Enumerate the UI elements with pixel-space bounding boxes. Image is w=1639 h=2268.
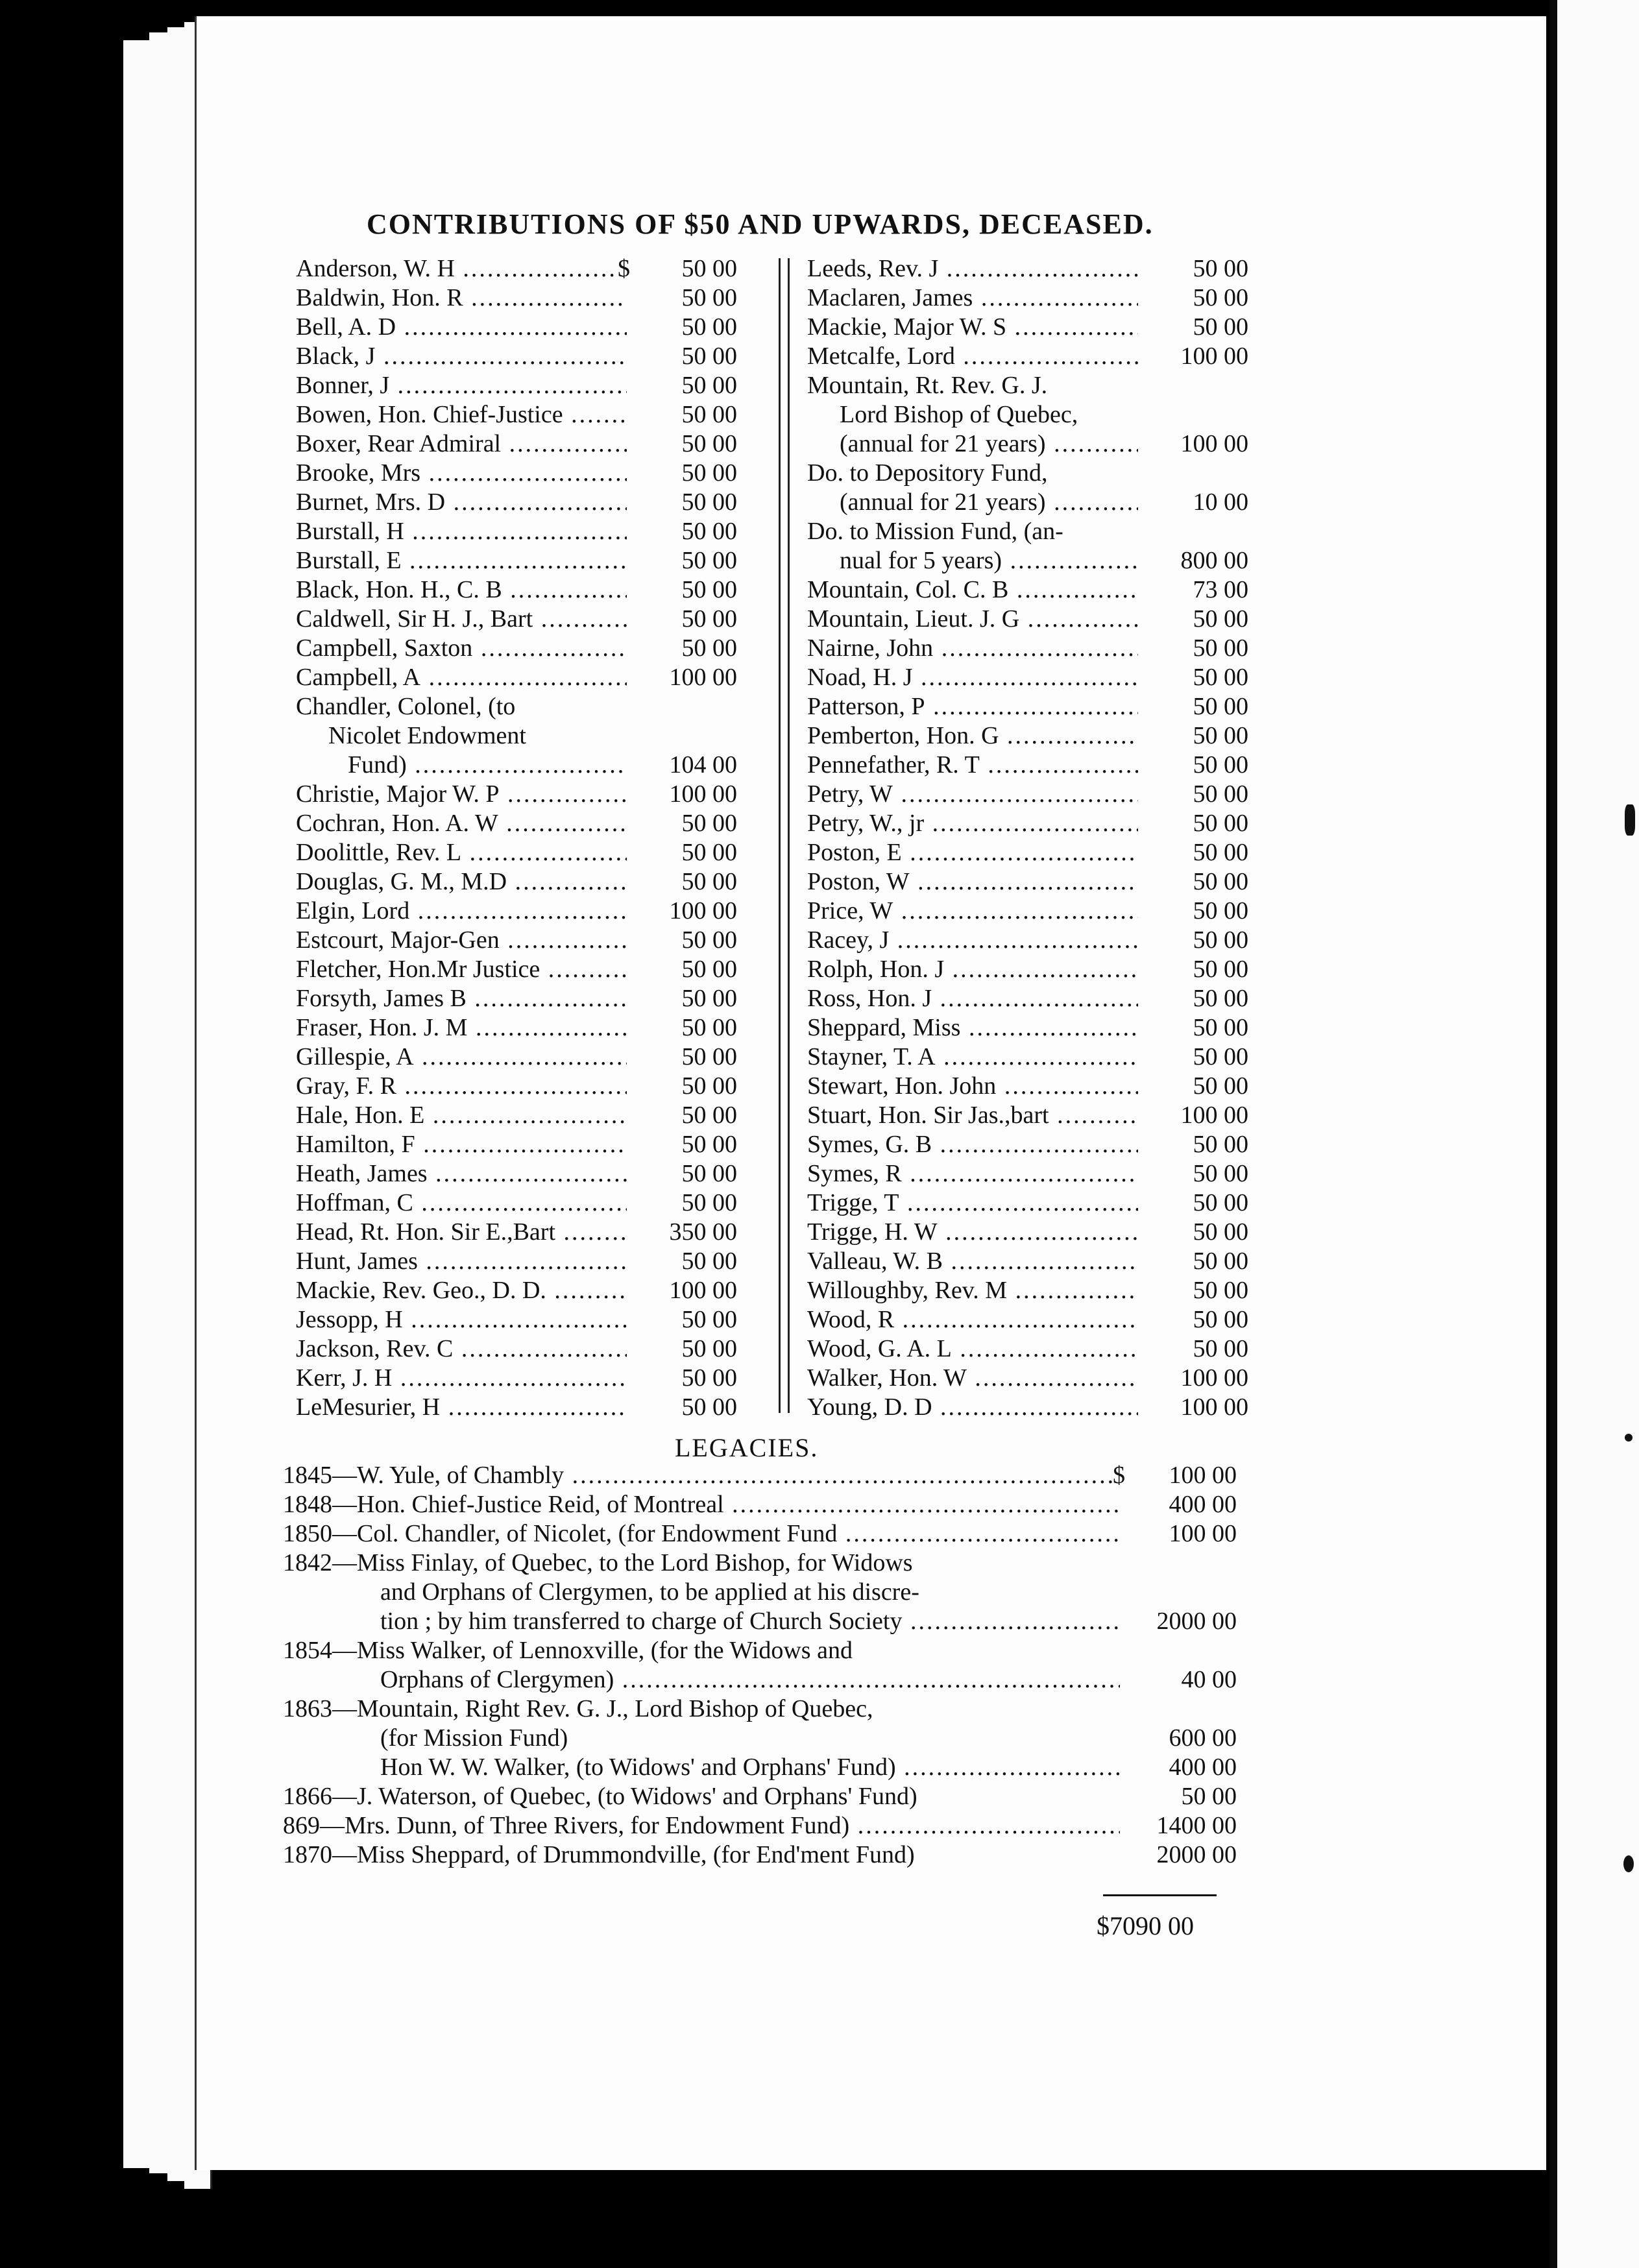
contribution-row bbox=[296, 371, 737, 400]
contribution-amount: 50 00 bbox=[631, 488, 737, 517]
contributions-right-column bbox=[807, 254, 1248, 1422]
contribution-amount: 50 00 bbox=[1142, 254, 1248, 284]
contribution-row bbox=[807, 1218, 1248, 1247]
legacy-text: 1863—Mountain, Right Rev. G. J., Lord Bishop of Quebec, bbox=[283, 1695, 873, 1722]
contribution-row bbox=[807, 429, 1248, 459]
contributor-name: Campbell, Saxton ..... bbox=[296, 634, 627, 663]
contributor-name: Petry, W ..... bbox=[807, 780, 1138, 809]
contribution-amount: 50 00 bbox=[1142, 1188, 1248, 1218]
contributor-name: Christie, Major W. P ..... bbox=[296, 780, 627, 809]
contributor-name: Heath, James ..... bbox=[296, 1159, 627, 1188]
contribution-row bbox=[296, 1393, 737, 1422]
contributor-name: Lord Bishop of Quebec, bbox=[840, 401, 1078, 428]
contribution-row bbox=[807, 897, 1248, 926]
legacy-row bbox=[283, 1811, 1237, 1840]
contribution-amount: 50 00 bbox=[1142, 634, 1248, 663]
contribution-row bbox=[807, 1101, 1248, 1130]
contributor-name: Poston, W ..... bbox=[807, 867, 1138, 897]
contribution-amount: 50 00 bbox=[631, 809, 737, 838]
contributor-name: Poston, E ..... bbox=[807, 838, 1138, 867]
contributor-name: Symes, R ..... bbox=[807, 1159, 1138, 1188]
contributor-name: Burstall, E ..... bbox=[296, 546, 627, 575]
contribution-row bbox=[807, 1043, 1248, 1072]
contribution-row bbox=[296, 780, 737, 809]
contribution-row bbox=[296, 955, 737, 984]
legacy-amount: 400 00 bbox=[1126, 1753, 1237, 1782]
contribution-row bbox=[807, 459, 1248, 488]
contributor-name: Mountain, Lieut. J. G ..... bbox=[807, 605, 1138, 634]
legacy-row bbox=[283, 1549, 1237, 1578]
contributions-left-column bbox=[296, 254, 737, 1422]
contribution-amount: 50 00 bbox=[1142, 926, 1248, 955]
legacy-row bbox=[283, 1753, 1237, 1782]
contributor-name: Pennefather, R. T ..... bbox=[807, 751, 1138, 780]
legacy-row bbox=[283, 1665, 1237, 1695]
dollar-sign: $ bbox=[618, 255, 630, 282]
legacy-text: 1842—Miss Finlay, of Quebec, to the Lord Bishop, for Widows bbox=[283, 1549, 913, 1576]
contribution-amount: 50 00 bbox=[631, 1393, 737, 1422]
contribution-amount: 50 00 bbox=[1142, 751, 1248, 780]
contributor-name: Anderson, W. H ..... bbox=[296, 254, 627, 284]
contribution-row bbox=[296, 1188, 737, 1218]
contributor-name: Jessopp, H ..... bbox=[296, 1305, 627, 1334]
contribution-amount: 50 00 bbox=[631, 342, 737, 371]
contribution-row bbox=[807, 1188, 1248, 1218]
contribution-row bbox=[296, 1218, 737, 1247]
contribution-amount: 50 00 bbox=[631, 254, 737, 284]
contribution-amount: 50 00 bbox=[1142, 955, 1248, 984]
contribution-row bbox=[807, 1393, 1248, 1422]
contribution-amount: 50 00 bbox=[1142, 1043, 1248, 1072]
contribution-amount: 50 00 bbox=[631, 575, 737, 605]
contributor-name: Young, D. D ..... bbox=[807, 1393, 1138, 1422]
contribution-amount: 50 00 bbox=[631, 634, 737, 663]
total-rule bbox=[1103, 1894, 1217, 1896]
contributor-name: Hale, Hon. E ..... bbox=[296, 1101, 627, 1130]
contributor-name: Bowen, Hon. Chief-Justice ..... bbox=[296, 400, 627, 429]
contributor-name: Fletcher, Hon.Mr Justice ..... bbox=[296, 955, 627, 984]
contribution-row bbox=[807, 634, 1248, 663]
contribution-row bbox=[296, 1305, 737, 1334]
contribution-row bbox=[807, 780, 1248, 809]
contributor-name: Cochran, Hon. A. W ..... bbox=[296, 809, 627, 838]
legacy-text: tion ; by him transferred to charge of Church Society ..... bbox=[283, 1607, 1120, 1636]
contribution-row bbox=[807, 1364, 1248, 1393]
contribution-row bbox=[807, 1130, 1248, 1159]
contribution-row bbox=[807, 692, 1248, 721]
contributor-name: Fraser, Hon. J. M ..... bbox=[296, 1013, 627, 1043]
contributor-name: Black, J ..... bbox=[296, 342, 627, 371]
legacy-amount: 100 00 bbox=[1126, 1519, 1237, 1549]
legacy-amount: 600 00 bbox=[1126, 1724, 1237, 1753]
contribution-amount: 50 00 bbox=[1142, 1247, 1248, 1276]
contribution-row bbox=[296, 1276, 737, 1305]
contribution-row bbox=[807, 546, 1248, 575]
contribution-amount: 50 00 bbox=[1142, 663, 1248, 692]
contributor-name: Stewart, Hon. John ..... bbox=[807, 1072, 1138, 1101]
legacies-list bbox=[283, 1461, 1237, 1870]
contribution-row bbox=[296, 1159, 737, 1188]
contribution-amount: 100 00 bbox=[631, 780, 737, 809]
contributor-name: Petry, W., jr ..... bbox=[807, 809, 1138, 838]
contributor-name: Ross, Hon. J ..... bbox=[807, 984, 1138, 1013]
contributor-name: Wood, R ..... bbox=[807, 1305, 1138, 1334]
contributor-name: Rolph, Hon. J ..... bbox=[807, 955, 1138, 984]
contribution-row bbox=[296, 1013, 737, 1043]
contribution-row bbox=[807, 721, 1248, 751]
contributor-name: Price, W ..... bbox=[807, 897, 1138, 926]
contribution-row bbox=[296, 1130, 737, 1159]
contribution-amount: 50 00 bbox=[631, 371, 737, 400]
contribution-amount: 100 00 bbox=[1142, 429, 1248, 459]
contributor-name: Gray, F. R ..... bbox=[296, 1072, 627, 1101]
contribution-amount: 50 00 bbox=[1142, 1218, 1248, 1247]
contribution-amount: 50 00 bbox=[631, 867, 737, 897]
contribution-row bbox=[296, 809, 737, 838]
contribution-row bbox=[296, 1101, 737, 1130]
contributor-name: Douglas, G. M., M.D ..... bbox=[296, 867, 627, 897]
contribution-row bbox=[296, 663, 737, 692]
contribution-amount: 104 00 bbox=[631, 751, 737, 780]
contribution-amount: 50 00 bbox=[1142, 605, 1248, 634]
contribution-amount: 100 00 bbox=[1142, 1393, 1248, 1422]
contributor-name: Bonner, J ..... bbox=[296, 371, 627, 400]
contribution-amount: 50 00 bbox=[631, 1305, 737, 1334]
contribution-amount: 50 00 bbox=[1142, 313, 1248, 342]
contribution-amount: 50 00 bbox=[1142, 1276, 1248, 1305]
legacy-text: (for Mission Fund) bbox=[380, 1724, 568, 1752]
contribution-amount: 50 00 bbox=[1142, 984, 1248, 1013]
contribution-row bbox=[296, 517, 737, 546]
contributor-name: LeMesurier, H ..... bbox=[296, 1393, 627, 1422]
contributor-name: Elgin, Lord ..... bbox=[296, 897, 627, 926]
contributor-name: Boxer, Rear Admiral ..... bbox=[296, 429, 627, 459]
contributor-name: Mountain, Rt. Rev. G. J. bbox=[807, 372, 1048, 399]
contributor-name: Noad, H. J ..... bbox=[807, 663, 1138, 692]
contributor-name: Racey, J ..... bbox=[807, 926, 1138, 955]
contributor-name: Hoffman, C ..... bbox=[296, 1188, 627, 1218]
contribution-amount: 50 00 bbox=[631, 1334, 737, 1364]
contribution-amount: 50 00 bbox=[631, 1101, 737, 1130]
contribution-amount: 50 00 bbox=[631, 1130, 737, 1159]
facing-page-edge bbox=[1549, 0, 1639, 2268]
contributor-name: Black, Hon. H., C. B ..... bbox=[296, 575, 627, 605]
contributor-name: Stayner, T. A ..... bbox=[807, 1043, 1138, 1072]
contributor-name: Do. to Mission Fund, (an- bbox=[807, 518, 1063, 545]
contributor-name: Burnet, Mrs. D ..... bbox=[296, 488, 627, 517]
legacy-amount: 2000 00 bbox=[1126, 1840, 1237, 1870]
legacy-row bbox=[283, 1578, 1237, 1607]
contribution-amount: 73 00 bbox=[1142, 575, 1248, 605]
contribution-row bbox=[807, 867, 1248, 897]
contribution-row bbox=[807, 984, 1248, 1013]
contribution-amount: 50 00 bbox=[631, 926, 737, 955]
contributor-name: Patterson, P ..... bbox=[807, 692, 1138, 721]
legacy-amount: 400 00 bbox=[1126, 1490, 1237, 1519]
page-title: CONTRIBUTIONS OF $50 AND UPWARDS, DECEASED. bbox=[367, 208, 1154, 240]
legacy-amount: 40 00 bbox=[1126, 1665, 1237, 1695]
contributor-name: Forsyth, James B ..... bbox=[296, 984, 627, 1013]
contribution-row bbox=[296, 1364, 737, 1393]
contribution-row bbox=[807, 575, 1248, 605]
contribution-amount: 50 00 bbox=[1142, 1334, 1248, 1364]
legacy-amount: 2000 00 bbox=[1126, 1607, 1237, 1636]
contribution-row bbox=[296, 488, 737, 517]
legacy-text: Orphans of Clergymen) ..... bbox=[283, 1665, 1120, 1695]
contribution-row bbox=[807, 838, 1248, 867]
contribution-row bbox=[296, 1043, 737, 1072]
contribution-row bbox=[296, 692, 737, 721]
contribution-amount: 50 00 bbox=[1142, 1130, 1248, 1159]
contribution-row bbox=[807, 254, 1248, 284]
contribution-row bbox=[296, 897, 737, 926]
contributor-name: Bell, A. D ..... bbox=[296, 313, 627, 342]
contribution-amount: 50 00 bbox=[1142, 692, 1248, 721]
contribution-amount: 50 00 bbox=[631, 1159, 737, 1188]
contribution-row bbox=[807, 371, 1248, 400]
contributor-name: Chandler, Colonel, (to bbox=[296, 693, 516, 720]
contributor-name: Hunt, James ..... bbox=[296, 1247, 627, 1276]
contribution-amount: 50 00 bbox=[1142, 867, 1248, 897]
contribution-row bbox=[807, 313, 1248, 342]
contributor-name: Stuart, Hon. Sir Jas.,bart ..... bbox=[807, 1101, 1138, 1130]
contribution-row bbox=[296, 342, 737, 371]
contribution-row bbox=[296, 546, 737, 575]
column-divider bbox=[788, 258, 790, 1413]
legacy-text: 1845—W. Yule, of Chambly ..... bbox=[283, 1461, 1120, 1490]
contributor-name: (annual for 21 years) ..... bbox=[807, 488, 1138, 517]
contributor-name: Head, Rt. Hon. Sir E.,Bart ..... bbox=[296, 1218, 627, 1247]
contributor-name: Leeds, Rev. J ..... bbox=[807, 254, 1138, 284]
contribution-row bbox=[296, 284, 737, 313]
contribution-amount: 50 00 bbox=[1142, 1072, 1248, 1101]
contribution-row bbox=[807, 605, 1248, 634]
contribution-row bbox=[807, 809, 1248, 838]
legacy-row bbox=[283, 1607, 1237, 1636]
contribution-row bbox=[296, 1072, 737, 1101]
contribution-row bbox=[807, 342, 1248, 371]
contributor-name: Brooke, Mrs ..... bbox=[296, 459, 627, 488]
contribution-amount: 50 00 bbox=[631, 1072, 737, 1101]
contribution-row bbox=[296, 254, 737, 284]
legacy-amount: 50 00 bbox=[1126, 1782, 1237, 1811]
contribution-amount: 100 00 bbox=[1142, 342, 1248, 371]
contribution-amount: 50 00 bbox=[631, 400, 737, 429]
legacy-amount: 1400 00 bbox=[1126, 1811, 1237, 1840]
contribution-amount: 100 00 bbox=[1142, 1101, 1248, 1130]
contribution-row bbox=[807, 926, 1248, 955]
contribution-amount: 50 00 bbox=[1142, 809, 1248, 838]
contribution-row bbox=[807, 284, 1248, 313]
contribution-amount: 50 00 bbox=[631, 955, 737, 984]
contributor-name: Sheppard, Miss ..... bbox=[807, 1013, 1138, 1043]
contribution-amount: 50 00 bbox=[631, 1364, 737, 1393]
contributor-name: Doolittle, Rev. L ..... bbox=[296, 838, 627, 867]
contributor-name: Maclaren, James ..... bbox=[807, 284, 1138, 313]
contribution-row bbox=[807, 400, 1248, 429]
legacy-text: 869—Mrs. Dunn, of Three Rivers, for Endowment Fund) ..... bbox=[283, 1811, 1120, 1840]
contribution-amount: 50 00 bbox=[631, 1043, 737, 1072]
contribution-amount: 50 00 bbox=[631, 546, 737, 575]
contribution-amount: 50 00 bbox=[1142, 1305, 1248, 1334]
legacy-row bbox=[283, 1782, 1237, 1811]
contribution-row bbox=[296, 1334, 737, 1364]
contribution-row bbox=[807, 517, 1248, 546]
legacy-amount: 100 00 bbox=[1126, 1461, 1237, 1490]
contribution-row bbox=[807, 751, 1248, 780]
contributor-name: Willoughby, Rev. M ..... bbox=[807, 1276, 1138, 1305]
contribution-amount: 50 00 bbox=[1142, 780, 1248, 809]
contributor-name: Hamilton, F ..... bbox=[296, 1130, 627, 1159]
legacy-text: Hon W. W. Walker, (to Widows' and Orphans' Fund) ..... bbox=[283, 1753, 1120, 1782]
contribution-row bbox=[296, 926, 737, 955]
contribution-amount: 50 00 bbox=[631, 605, 737, 634]
legacy-row bbox=[283, 1840, 1237, 1870]
contributor-name: nual for 5 years) ..... bbox=[807, 546, 1138, 575]
contributor-name: Gillespie, A ..... bbox=[296, 1043, 627, 1072]
legacy-text: 1850—Col. Chandler, of Nicolet, (for Endowment Fund ..... bbox=[283, 1519, 1120, 1549]
contributor-name: (annual for 21 years) ..... bbox=[807, 429, 1138, 459]
contributor-name: Nairne, John ..... bbox=[807, 634, 1138, 663]
contribution-amount: 100 00 bbox=[631, 1276, 737, 1305]
contributor-name: Jackson, Rev. C ..... bbox=[296, 1334, 627, 1364]
contributor-name: Walker, Hon. W ..... bbox=[807, 1364, 1138, 1393]
contribution-amount: 50 00 bbox=[1142, 721, 1248, 751]
contribution-row bbox=[807, 1159, 1248, 1188]
contribution-amount: 50 00 bbox=[631, 313, 737, 342]
column-divider bbox=[779, 258, 781, 1413]
contributor-name: Kerr, J. H ..... bbox=[296, 1364, 627, 1393]
contribution-amount: 50 00 bbox=[1142, 897, 1248, 926]
legacy-row bbox=[283, 1490, 1237, 1519]
contribution-row bbox=[807, 1276, 1248, 1305]
contributor-name: Caldwell, Sir H. J., Bart ..... bbox=[296, 605, 627, 634]
contributor-name: Pemberton, Hon. G ..... bbox=[807, 721, 1138, 751]
contributor-name: Do. to Depository Fund, bbox=[807, 459, 1048, 487]
contributor-name: Trigge, T ..... bbox=[807, 1188, 1138, 1218]
contributor-name: Baldwin, Hon. R ..... bbox=[296, 284, 627, 313]
contribution-row bbox=[807, 955, 1248, 984]
contribution-row bbox=[296, 429, 737, 459]
contribution-row bbox=[807, 1334, 1248, 1364]
contribution-row bbox=[807, 1013, 1248, 1043]
legacy-text: and Orphans of Clergymen, to be applied at his discre- bbox=[380, 1578, 919, 1606]
contribution-row bbox=[296, 634, 737, 663]
legacy-text: 1870—Miss Sheppard, of Drummondville, (for End'ment Fund) bbox=[283, 1841, 915, 1868]
contribution-row bbox=[296, 984, 737, 1013]
contribution-amount: 50 00 bbox=[1142, 838, 1248, 867]
contribution-row bbox=[296, 721, 737, 751]
contribution-amount: 50 00 bbox=[631, 1013, 737, 1043]
contributor-name: Valleau, W. B ..... bbox=[807, 1247, 1138, 1276]
contribution-amount: 50 00 bbox=[631, 984, 737, 1013]
contribution-row bbox=[296, 459, 737, 488]
contribution-amount: 50 00 bbox=[631, 1188, 737, 1218]
contribution-amount: 50 00 bbox=[631, 459, 737, 488]
contributor-name: Mackie, Rev. Geo., D. D. ..... bbox=[296, 1276, 627, 1305]
contribution-amount: 350 00 bbox=[631, 1218, 737, 1247]
contribution-row bbox=[807, 663, 1248, 692]
contribution-amount: 50 00 bbox=[631, 838, 737, 867]
contribution-amount: 100 00 bbox=[631, 897, 737, 926]
contributor-name: Metcalfe, Lord ..... bbox=[807, 342, 1138, 371]
contribution-amount: 100 00 bbox=[631, 663, 737, 692]
contribution-row bbox=[807, 1072, 1248, 1101]
contribution-row bbox=[296, 867, 737, 897]
legacy-row bbox=[283, 1519, 1237, 1549]
contribution-row bbox=[296, 313, 737, 342]
contributor-name: Nicolet Endowment bbox=[328, 722, 526, 749]
contribution-row bbox=[296, 400, 737, 429]
contribution-row bbox=[296, 751, 737, 780]
contribution-amount: 50 00 bbox=[1142, 1013, 1248, 1043]
contributor-name: Fund) ..... bbox=[296, 751, 627, 780]
legacies-heading: LEGACIES. bbox=[675, 1433, 819, 1462]
contribution-row bbox=[296, 605, 737, 634]
contribution-amount: 50 00 bbox=[1142, 284, 1248, 313]
legacy-text: 1854—Miss Walker, of Lennoxville, (for the Widows and bbox=[283, 1637, 853, 1664]
legacy-row bbox=[283, 1636, 1237, 1665]
contribution-amount: 800 00 bbox=[1142, 546, 1248, 575]
contribution-row bbox=[807, 1247, 1248, 1276]
contribution-amount: 50 00 bbox=[631, 1247, 737, 1276]
contribution-amount: 100 00 bbox=[1142, 1364, 1248, 1393]
contribution-amount: 50 00 bbox=[631, 284, 737, 313]
legacy-text: 1866—J. Waterson, of Quebec, (to Widows' and Orphans' Fund) bbox=[283, 1783, 917, 1810]
dollar-sign: $ bbox=[1113, 1462, 1125, 1489]
legacy-row bbox=[283, 1695, 1237, 1724]
contributor-name: Wood, G. A. L ..... bbox=[807, 1334, 1138, 1364]
contribution-row bbox=[296, 1247, 737, 1276]
contribution-amount: 50 00 bbox=[631, 429, 737, 459]
contribution-amount: 10 00 bbox=[1142, 488, 1248, 517]
contribution-amount: 50 00 bbox=[631, 517, 737, 546]
contribution-row bbox=[296, 838, 737, 867]
contributor-name: Campbell, A ..... bbox=[296, 663, 627, 692]
contributor-name: Mountain, Col. C. B ..... bbox=[807, 575, 1138, 605]
contribution-amount: 50 00 bbox=[1142, 1159, 1248, 1188]
contributor-name: Burstall, H ..... bbox=[296, 517, 627, 546]
legacy-text: 1848—Hon. Chief-Justice Reid, of Montreal ..... bbox=[283, 1490, 1120, 1519]
grand-total: $7090 00 bbox=[1097, 1911, 1194, 1940]
legacy-row bbox=[283, 1461, 1237, 1490]
contributor-name: Mackie, Major W. S ..... bbox=[807, 313, 1138, 342]
contributor-name: Trigge, H. W ..... bbox=[807, 1218, 1138, 1247]
contributor-name: Symes, G. B ..... bbox=[807, 1130, 1138, 1159]
contribution-row bbox=[807, 488, 1248, 517]
contribution-row bbox=[807, 1305, 1248, 1334]
contribution-row bbox=[296, 575, 737, 605]
legacy-row bbox=[283, 1724, 1237, 1753]
contributor-name: Estcourt, Major-Gen ..... bbox=[296, 926, 627, 955]
